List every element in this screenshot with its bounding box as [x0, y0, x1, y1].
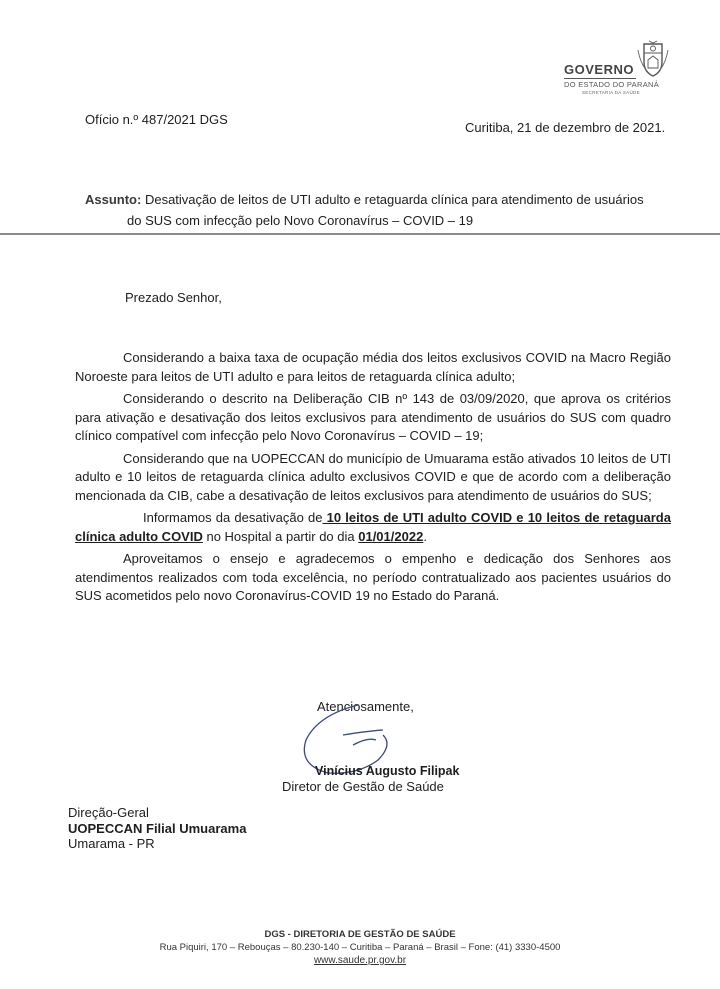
header-divider	[0, 233, 720, 235]
paragraph-4-date: 01/01/2022	[358, 528, 424, 544]
signer-name: Vinícius Augusto Filipak	[315, 764, 460, 778]
footer	[120, 928, 600, 967]
paragraph-4-middle: no Hospital a partir do dia	[202, 528, 359, 544]
subject-label: Assunto:	[85, 192, 142, 207]
government-logo	[560, 40, 675, 100]
paragraph-2: Considerando o descrito na Deliberação CIB nº 143 de 03/09/2020, que aprova os critérios para ativação e desativação dos leitos exclusivos para atendimento de usuários do SUS com quadro clínico compatível com infecção pelo Novo Coronavírus – COVID – 19;	[75, 391, 671, 443]
paragraph-4-intro: Informamos da desativação de	[143, 510, 323, 525]
paragraph-4-end: .	[423, 528, 427, 544]
logo-governo-text: GOVERNO	[564, 62, 634, 77]
paragraph-4-beds-highlight: 10 leitos de UTI adulto COVID e 10 leitos de retaguarda clínica adulto COVID	[75, 510, 671, 544]
footer-department: DGS - DIRETORIA DE GESTÃO DE SAÚDE	[264, 929, 456, 940]
paragraph-3: Considerando que na UOPECCAN do município de Umuarama estão ativados 10 leitos de UTI adulto e 10 leitos de retaguarda clínica adulto exclusivos COVID e que de acordo com a deliberação mencionada da CIB, cabe a desativação de leitos exclusivos para atendimento de usuários do SUS;	[75, 450, 671, 503]
parana-crest-icon	[636, 40, 670, 78]
closing: Atenciosamente,	[317, 699, 414, 714]
subject-line-2: do SUS com infecção pelo Novo Coronavírus – COVID – 19	[127, 213, 474, 228]
salutation: Prezado Senhor,	[125, 290, 222, 305]
city-date: Curitiba, 21 de dezembro de 2021.	[465, 120, 666, 135]
oficio-number: Ofício n.º 487/2021 DGS	[85, 112, 228, 127]
signer-role: Diretor de Gestão de Saúde	[282, 779, 444, 794]
subject-line-1: Desativação de leitos de UTI adulto e retaguarda clínica para atendimento de usuários	[141, 192, 644, 207]
subject-block	[85, 189, 670, 231]
logo-secretaria-text: SECRETARIA DA SAÚDE	[582, 90, 640, 95]
recipient-line-3: Umarama - PR	[68, 836, 155, 851]
footer-address: Rua Piquiri, 170 – Rebouças – 80.230-140 – Curitiba – Paraná – Brasil – Fone: (41) 3330-4500	[159, 942, 561, 953]
recipient-line-1: Direção-Geral	[68, 805, 149, 820]
logo-divider	[564, 78, 636, 79]
paragraph-1: Considerando a baixa taxa de ocupação média dos leitos exclusivos COVID na Macro Região Noroeste para leitos de UTI adulto e para leitos de retaguarda clínica adulto;	[75, 350, 671, 384]
paragraph-4	[75, 509, 671, 546]
recipient-line-2: UOPECCAN Filial Umuarama	[68, 821, 247, 836]
logo-estado-text: DO ESTADO DO PARANÁ	[564, 80, 660, 89]
paragraph-5: Aproveitamos o ensejo e agradecemos o empenho e dedicação dos Senhores aos atendimentos realizados com toda excelência, no período contratualizado aos pacientes usuários do SUS acometidos pelo novo Coronavírus-COVID 19 no Estado do Paraná.	[75, 551, 671, 603]
handwritten-signature	[298, 695, 408, 775]
footer-website-link[interactable]: www.saude.pr.gov.br	[313, 955, 407, 966]
letter-body	[75, 349, 671, 610]
